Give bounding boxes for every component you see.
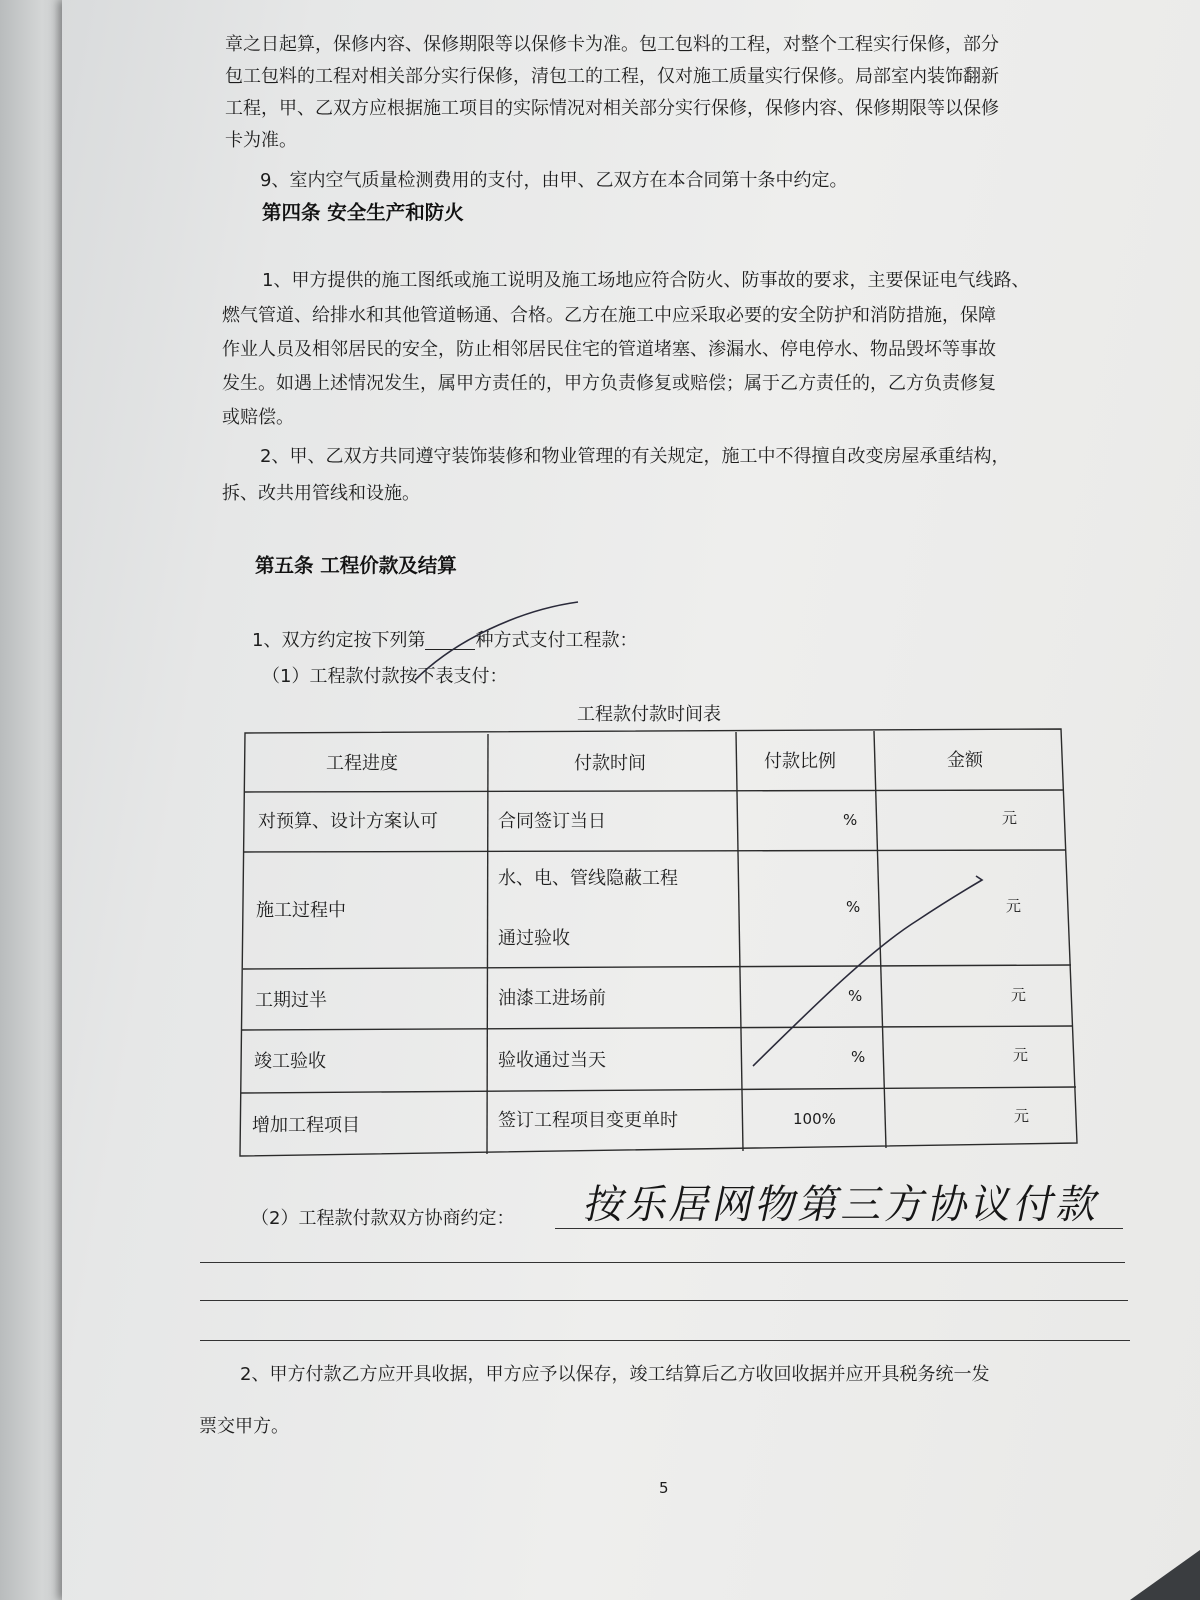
article4-clause1-line1: 1、甲方提供的施工图纸或施工说明及施工场地应符合防火、防事故的要求，主要保证电气线路、 (262, 270, 1030, 291)
article4-clause2-line2: 拆、改共用管线和设施。 (222, 483, 420, 504)
table-row1-stage: 对预算、设计方案认可 (258, 811, 438, 832)
table-header-ratio: 付款比例 (764, 751, 836, 772)
para-warranty-line4: 卡为准。 (225, 130, 297, 151)
article5-clause2-line1: 2、甲方付款乙方应开具收据，甲方应予以保存，竣工结算后乙方收回收据并应开具税务统一发 (240, 1364, 990, 1385)
table-row4-ratio: % (851, 1048, 866, 1066)
fill-line-2 (200, 1300, 1128, 1301)
table-row4-stage: 竣工验收 (254, 1051, 326, 1072)
para-warranty-line3: 工程，甲、乙双方应根据施工项目的实际情况对相关部分实行保修，保修内容、保修期限等以保修 (225, 98, 999, 119)
handwritten-agreement: 按乐居网物第三方协议付款 (580, 1182, 1106, 1228)
fill-line-1 (200, 1262, 1125, 1263)
article5-heading: 第五条 工程价款及结算 (255, 554, 457, 577)
para-air-quality: 9、室内空气质量检测费用的支付，由甲、乙双方在本合同第十条中约定。 (260, 170, 848, 191)
article5-clause1-sub2-label: （2）工程款付款双方协商约定： (251, 1208, 515, 1229)
article4-clause1-line5: 或赔偿。 (222, 407, 294, 428)
blank-strike-stroke (415, 602, 578, 680)
article5-clause1-sub1: （1）工程款付款按下表支付： (262, 666, 508, 687)
table-row3-amount: 元 (1011, 986, 1027, 1004)
para-warranty-line2: 包工包料的工程对相关部分实行保修，清包工的工程，仅对施工质量实行保修。局部室内装饰翻新 (225, 66, 999, 87)
table-row5-time: 签订工程项目变更单时 (498, 1110, 678, 1131)
table-row2-amount: 元 (1006, 897, 1022, 915)
table-row2-ratio: % (846, 898, 861, 916)
table-row1-amount: 元 (1002, 809, 1018, 827)
table-row5-amount: 元 (1014, 1107, 1030, 1125)
table-row3-time: 油漆工进场前 (498, 988, 606, 1009)
payment-table-title: 工程款付款时间表 (577, 704, 721, 725)
article4-clause1-line3: 作业人员及相邻居民的安全，防止相邻居民住宅的管道堵塞、渗漏水、停电停水、物品毁坏等事故 (222, 339, 996, 360)
table-row5-stage: 增加工程项目 (252, 1115, 360, 1136)
table-row3-stage: 工期过半 (255, 990, 327, 1011)
table-header-time: 付款时间 (574, 753, 646, 774)
table-row2-time-line1: 水、电、管线隐蔽工程 (498, 868, 678, 889)
article4-clause1-line4: 发生。如遇上述情况发生，属甲方责任的，甲方负责修复或赔偿；属于乙方责任的，乙方负责修复 (222, 373, 996, 394)
article4-clause2-line1: 2、甲、乙双方共同遵守装饰装修和物业管理的有关规定，施工中不得擅自改变房屋承重结构， (260, 446, 1010, 467)
table-row2-stage: 施工过程中 (256, 900, 346, 921)
table-row4-time: 验收通过当天 (498, 1050, 606, 1071)
table-header-stage: 工程进度 (326, 753, 398, 774)
clause1-text-after: 种方式支付工程款： (475, 630, 638, 651)
clause1-text-before: 1、双方约定按下列第 (252, 630, 426, 651)
article4-clause1-line2: 燃气管道、给排水和其他管道畅通、合格。乙方在施工中应采取必要的安全防护和消防措施，保障 (222, 305, 996, 326)
table-row3-ratio: % (848, 987, 863, 1005)
table-row1-time: 合同签订当日 (498, 811, 606, 832)
article4-heading: 第四条 安全生产和防火 (262, 201, 464, 224)
table-row5-ratio: 100% (793, 1110, 836, 1128)
fill-line-agreement (555, 1228, 1123, 1229)
table-row2-time-line2: 通过验收 (498, 928, 570, 949)
table-row4-amount: 元 (1013, 1046, 1029, 1064)
fill-line-3 (200, 1340, 1130, 1341)
page-number: 5 (659, 1479, 669, 1497)
article5-clause2-line2: 票交甲方。 (199, 1416, 289, 1437)
table-strike-stroke (753, 876, 982, 1066)
corner-shadow (1130, 1550, 1200, 1600)
para-warranty-line1: 章之日起算，保修内容、保修期限等以保修卡为准。包工包料的工程，对整个工程实行保修，部分 (225, 34, 999, 55)
table-header-amount: 金额 (947, 750, 983, 771)
table-row1-ratio: % (843, 811, 858, 829)
